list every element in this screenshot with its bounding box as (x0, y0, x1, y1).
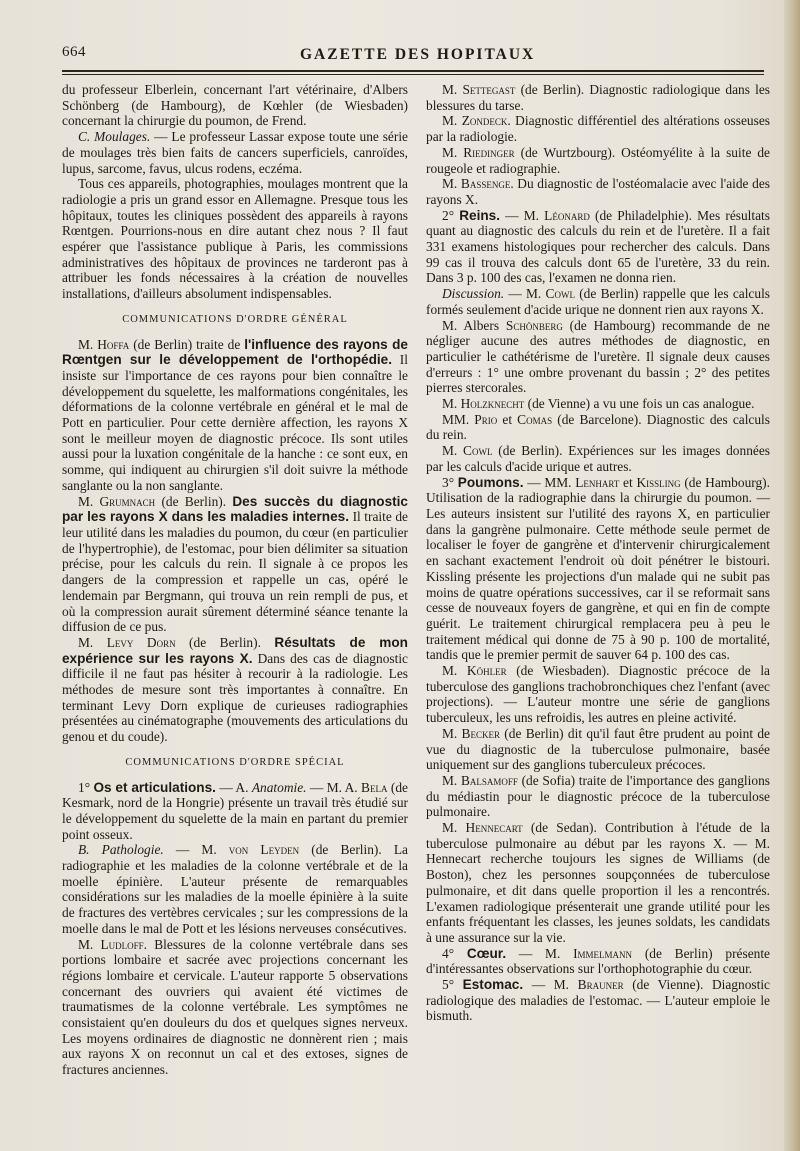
running-head: GAZETTE DES HOPITAUX (300, 46, 536, 63)
subsection-label: Anatomie. (251, 779, 307, 795)
author-name: M. Hoffa (78, 336, 130, 352)
paragraph-appareils: Tous ces appareils, photographies, moulages montrent que la radiologie a pris un grand essor en Allemagne. Presque tous les hôpitaux, toutes les cliniques possèdent des appareils à rayons Rœntgen. Pourrions-nous en dire autant chez nous ? Il faut espérer que l'assistance publique à Paris, les commissions administratives des hôpitaux de provinces ne tarderont pas à attribuer les fonds nécessaires à la création de nouvelles installations, d'ailleurs absolument indispensables. (62, 176, 408, 302)
paragraph-prio-comas: MM. Prio et Comas (de Barcelone). Diagnostic des calculs du rein. (426, 411, 770, 443)
author-name: M. Levy Dorn (78, 634, 176, 650)
paragraph-moulages: C. Moulages. — Le professeur Lassar expose toute une série de moulages très bien faits de cancers superficiels, canroïdes, lupus, sarcome, favus, ulcus rodens, eczéma. (62, 129, 408, 176)
topic-heading: Cœur. (466, 945, 507, 961)
paragraph-coeur: 4° Cœur. — M. Immelmann (de Berlin) présente d'intéressantes observations sur l'orthophotographie du cœur. (426, 945, 770, 977)
topic-heading: Estomac. (462, 977, 524, 993)
author-name: Schönberg (505, 317, 563, 333)
subsection-label: C. Moulages. (78, 129, 151, 145)
author-name: Comas (517, 411, 553, 427)
author-name: Lenhart (575, 474, 620, 490)
right-column (426, 82, 770, 1024)
author-name: M. Riedinger (442, 144, 515, 160)
author-name: M. Becker (442, 725, 500, 741)
paragraph-poumons: 3° Poumons. — MM. Lenhart et Kissling (de Hambourg). Utilisation de la radiographie dans la chirurgie du poumon. — Les auteurs insistent sur l'utilité des rayons X, en particulier dans la gangrène pulmonaire. Cette méthode seule permet de localiser le foyer de gangrène et d'intervenir chirurgicalement en sachant exactement l'endroit où doit pénétrer le bistouri. Kissling présente les projections d'un malade qui ne subit pas moins de quatre opérations successives, car il se reformait sans cesse de nouveaux foyers de gangrène, et qui en fin de compte guérit. Le traitement chirurgical remplacera peu à peu le traitement médical qui donne de 75 à 90 p. 100 de mortalité, tandis que le premier permit de sauver 64 p. 100 des cas. (426, 474, 770, 663)
paragraph-balsamoff: M. Balsamoff (de Sofia) traite de l'importance des ganglions du médiastin pour le diagnostic précoce de la tuberculose pulmonaire. (426, 772, 770, 820)
left-column (62, 82, 408, 1078)
section-title-general: COMMUNICATIONS D'ORDRE GÉNÉRAL (122, 313, 348, 325)
author-name: Immelmann (573, 945, 633, 961)
author-name: M. Köhler (442, 663, 507, 679)
author-name: Brauner (577, 977, 624, 993)
paragraph-cowl: M. Cowl (de Berlin). Expériences sur les images données par les calculs d'acide urique et autres. (426, 443, 770, 474)
author-name: Kissling (636, 474, 681, 490)
author-name: von Leyden (228, 842, 300, 858)
author-name: M. Bassenge. (442, 176, 514, 192)
paragraph-os-articulations: 1° Os et articulations. — A. Anatomie. — M. A. Bela (de Kesmark, nord de la Hongrie) présente un travail très étudié sur le développement du squelette de la main en partant du premier point osseux. (62, 779, 408, 842)
paragraph-intro: du professeur Elberlein, concernant l'art vétérinaire, d'Albers Schönberg (de Hambourg), de Kœhler (de Wiesbaden) concernant la chirurgie du poumon, de Frend. (62, 82, 408, 129)
paragraph-albers-schonberg: M. Albers Schönberg (de Hambourg) recommande de ne négliger aucune des autres méthodes de diagnostic, en particulier le cathétérisme de l'uretère. Il signale deux causes d'erreurs : 1° une ombre provenant du bassin ; 2° des petites pierres stercorales. (426, 317, 770, 396)
author-name: Bela (361, 779, 388, 795)
header-rule (62, 70, 764, 72)
paragraph-bassenge: M. Bassenge. Du diagnostic de l'ostéomalacie avec l'aide des rayons X. (426, 176, 770, 207)
paragraph-reins: 2° Reins. — M. Léonard (de Philadelphie). Mes résultats quant au diagnostic des calculs du rein et de l'uretère. Il a fait 331 examens histologiques pour rechercher des calculs. Dans 99 cas il trouva des calculs dont 65 de l'uretère, 33 du rein. Dans 3 p. 100 des cas, l'examen ne donna rien. (426, 207, 770, 286)
author-name: Léonard (544, 207, 590, 223)
page-number: 664 (62, 44, 86, 60)
paragraph-riedinger: M. Riedinger (de Wurtzbourg). Ostéomyélite à la suite de rougeole et radiographie. (426, 144, 770, 176)
author-name: M. Grumnach (78, 493, 156, 509)
paragraph-grumnach: M. Grumnach (de Berlin). Des succès du diagnostic par les rayons X dans les maladies internes. Il traite de leur utilité dans les maladies du poumon, du cœur (en particulier de l'hypertrophie), de l'estomac, pour bien délimiter sa situation précise, pour les calculs du rein. Il signale à ce propos les dangers de la compression et rappelle un cas, opéré le lendemain par Bergmann, qui trouva un rein rempli de pus, et où la compression aurait sûrement déterminé séance tenante la diffusion de ce pus. (62, 493, 408, 635)
topic-heading: Reins. (459, 207, 501, 223)
author-name: M. Balsamoff (442, 772, 518, 788)
author-name: Prio (474, 411, 498, 427)
subsection-label: Discussion. (442, 286, 505, 302)
paragraph-discussion: Discussion. — M. Cowl (de Berlin) rappelle que les calculs formés seulement d'acide urique ne donnent rien aux rayons X. (426, 286, 770, 317)
paragraph-leyden: B. Pathologie. — M. von Leyden (de Berlin). La radiographie et les maladies de la colonne vertébrale et de la moelle épinière. L'auteur présente de remarquables considérations sur les maladies de la moelle épinière à la suite de fractures des vertèbres cervicales ; sur les compressions de la moelle dans le mal de Pott et les lésions nerveuses consécutives. (62, 842, 408, 936)
communication-title: l'influence des rayons de Rœntgen sur le développement de l'orthopédie. (62, 336, 408, 368)
author-name: M. Zondeck. (442, 113, 511, 129)
topic-heading: Os et articulations. (93, 779, 216, 795)
page-edge-shadow (784, 0, 800, 1151)
author-name: M. Ludloff. (78, 936, 148, 952)
section-title-special: COMMUNICATIONS D'ORDRE SPÉCIAL (125, 756, 345, 768)
author-name: M. Holzknecht (442, 396, 525, 412)
paragraph-kohler: M. Köhler (de Wiesbaden). Diagnostic précoce de la tuberculose des ganglions trachobronchiques chez l'enfant (avec projections). — L'auteur montre une série de ganglions tuberculeux, les uns refroidis, les autres en pleine activité. (426, 663, 770, 726)
paragraph-settegast: M. Settegast (de Berlin). Diagnostic radiologique dans les blessures du tarse. (426, 82, 771, 113)
subsection-label: B. Pathologie. (78, 842, 164, 858)
paragraph-levy-dorn: M. Levy Dorn (de Berlin). Résultats de mon expérience sur les rayons X. Dans des cas de diagnostic difficile il ne faut pas hésiter à recourir à la radiologie. Les méthodes de mesure sont très importantes à connaître. En terminant Levy Dorn explique de curieuses radiographies présentées au cinématographe (mouvements des articulations du genou et du coude). (62, 634, 408, 745)
paragraph-ludloff: M. Ludloff. Blessures de la colonne vertébrale dans ses portions lombaire et sacrée avec projections concernant les régions lombaire et cervicale. L'auteur rapporte 5 observations concernant des ouvriers qui avaient été victimes de traumatismes de la colonne vertébrale. Les symptômes ne consistaient qu'en douleurs du dos et quelques signes nerveux. Les moyens ordinaires de diagnostic ne donnèrent rien ; mais aux rayons X on reconnut un cal et des extoses, signes de fractures anciennes. (62, 936, 408, 1078)
paragraph-zondeck: M. Zondeck. Diagnostic différentiel des altérations osseuses par la radiologie. (426, 113, 770, 145)
paragraph-becker: M. Becker (de Berlin) dit qu'il faut être prudent au point de vue du diagnostic de la tuberculose pulmonaire, basée uniquement sur des ganglions tuberculeux précoces. (426, 725, 770, 773)
paragraph-holzknecht: M. Holzknecht (de Vienne) a vu une fois un cas analogue. (442, 396, 755, 412)
author-name: M. Cowl (442, 443, 493, 459)
communication-title: Résultats de mon expérience sur les rayons X. (62, 634, 408, 666)
topic-heading: Poumons. (457, 474, 524, 490)
author-name: Cowl (545, 286, 575, 302)
author-name: M. Settegast (442, 82, 516, 97)
author-name: M. Hennecart (442, 820, 523, 836)
paragraph-estomac: 5° Estomac. — M. Brauner (de Vienne). Diagnostic radiologique des maladies de l'estomac. — L'auteur emploie le bismuth. (426, 977, 770, 1024)
paragraph-hennecart: M. Hennecart (de Sedan). Contribution à l'étude de la tuberculose pulmonaire au début par les rayons X. — M. Hennecart recherche toujours les signes de Williams (de Boston), chez les personnes soupçonnées de tuberculose pulmonaire, et dit dans quelle proportion il les a rencontrés. L'examen radiologique présenterait une grande utilité pour les enfants fréquentant les classes, les jeunes soldats, les candidats à une assurance sur la vie. (426, 820, 770, 945)
communication-title: Des succès du diagnostic par les rayons X dans les maladies internes. (62, 493, 408, 525)
header-rule-thin (62, 74, 764, 75)
paragraph-hoffa: M. Hoffa (de Berlin) traite de l'influence des rayons de Rœntgen sur le développement de l'orthopédie. Il insiste sur l'importance de ces rayons pour bien connaître le développement du squelette, les malformations congénitales, les déformations de la colonne vertébrale en général et le mal de Pott en particulier. Pour cette dernière affection, les rayons X sont le meilleur moyen de diagnostic précoce. Ils sont utiles aussi pour la luxation congénitale de la hanche : ce sont eux, en somme, qui indiquent au chirurgien s'il doit suivre la méthode sanglante ou la non sanglante. (62, 336, 408, 493)
